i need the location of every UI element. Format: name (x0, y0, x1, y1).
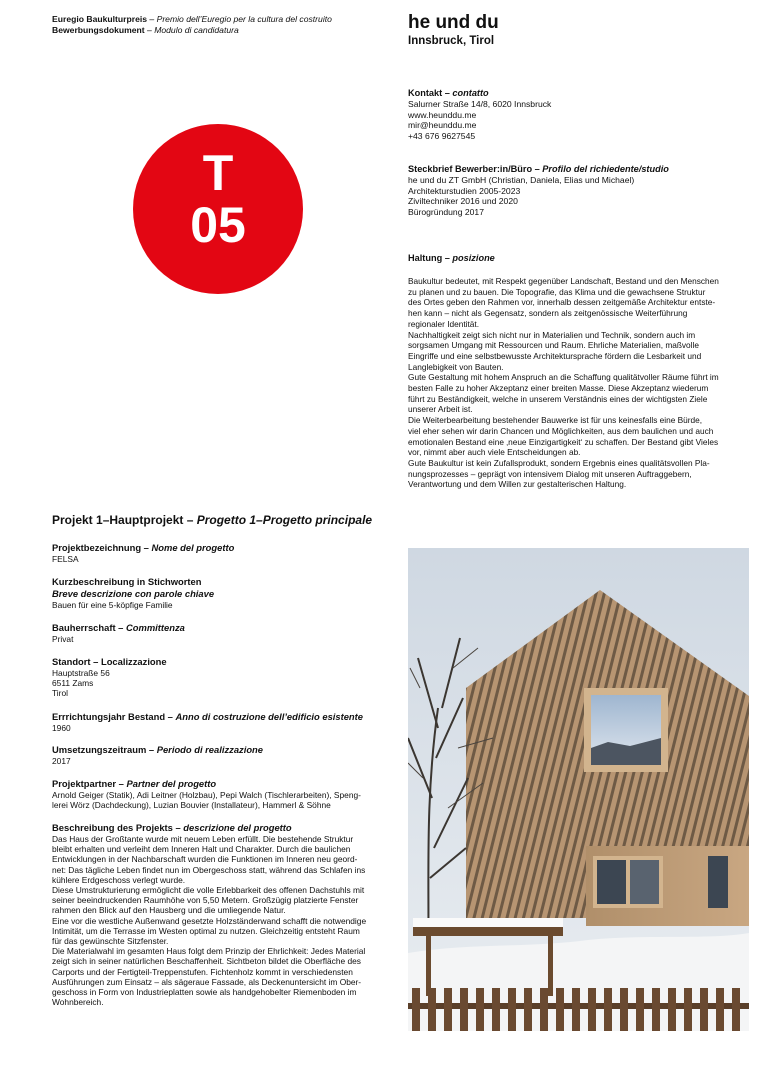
award-title: Euregio Baukulturpreis (52, 14, 148, 24)
field-description: Beschreibung des Projekts – descrizione del progetto Das Haus der Großtante wurde mit neuem Leben erfüllt. Die bestehende Struktur bleibt erhalten und verleiht dem Inneren Halt und Charakter. Durch die baulichen Entwicklungen in der Nachbarschaft wurden die Funktionen im Inneren neu geord- net: Das tägliche Leben findet nun im Obergeschoss statt, während das Schlafen ins kühlere Erdgeschoss verlegt wurde. Diese Umstrukturierung ermöglicht die volle Erlebbarkeit des offenen Dachstuhls mit seiner beeindruckenden Raumhöhe von 5,50 Metern. Großzügig platzierte Fenster rahmen den Blick auf den Hausberg und die umliegende Natur. Eine vor die westliche Außenwand gesetzte Holzständerwand schafft die notwendige Intimität, um die Terrasse im Westen optimal zu nutzen. Gleichzeitig entsteht Raum für das gewünschte Sitzfenster. Die Materialwahl im gesamten Haus folgt dem Prinzip der Ehrlichkeit: Jedes Material zeigt sich in seiner natürlichen Beschaffenheit. Sichtbeton bildet die Oberfläche des Carports und der Fertigteil-Treppenstufen. Fichtenholz kommt in verschiedensten Ausführungen zum Einsatz – als sägeraue Fassade, als Deckenuntersicht im Ober- geschoss in Form von Industrieplatten sowie als handgehobelter Riemenboden im Wohnbereich. (52, 822, 367, 1008)
attitude-text (408, 276, 753, 490)
profile-heading: Steckbrief Bewerber:in/Büro – Profilo del richiedente/studio (408, 164, 669, 174)
contact-web[interactable]: www.heunddu.me (408, 109, 477, 120)
field-project-name: Projektbezeichnung – Nome del progetto FELSA (52, 542, 235, 564)
field-realization-period: Umsetzungszeitraum – Periodo di realizzazione 2017 (52, 744, 263, 766)
document-type: Bewerbungsdokument (52, 25, 145, 35)
field-client: Bauherrschaft – Committenza Privat (52, 622, 185, 644)
contact-email[interactable]: mir@heunddu.me (408, 120, 477, 130)
field-construction-year: Errrichtungsjahr Bestand – Anno di costruzione dell’edificio esistente 1960 (52, 711, 363, 733)
attitude-line: regionaler Identität. (408, 318, 480, 329)
attitude-line: Langlebigkeit von Bauten. (408, 361, 504, 372)
firm-location: Innsbruck, Tirol (408, 35, 495, 47)
attitude-line: Nachhaltigkeit zeigt sich nicht nur in Materialien und Technik, sondern auch im (408, 329, 696, 340)
attitude-line: unserer Arbeit ist. (408, 404, 473, 415)
attitude-line: besten Falle zu hoher Akzeptanz einer breiten Masse. Diese Akzeptanz wiederum (408, 383, 709, 394)
attitude-line: vor, nimmt aber auch viele Entscheidungen ab. (408, 447, 581, 458)
profile-line: Bürogründung 2017 (408, 206, 484, 217)
contact-phone: +43 676 9627545 (408, 130, 476, 141)
profile-block (408, 164, 753, 217)
attitude-line: Verantwortung und dem Willen zur gestalterischen Haltung. (408, 479, 627, 490)
field-short-description: Kurzbeschreibung in Stichworten Breve descrizione con parole chiave Bauen für eine 5-köpfige Familie (52, 576, 215, 610)
attitude-line: Eingriffe und eine selbstbewusste Architektursprache fördern die Lesbarkeit und (408, 350, 702, 361)
attitude-line: Gute Baukultur ist kein Zufallsprodukt, sondern Ergebnis eines qualitätsvollen Pla- (408, 457, 710, 468)
profile-line: Architekturstudien 2005-2023 (408, 185, 521, 196)
project-photo (408, 548, 749, 1031)
entry-badge (133, 124, 303, 294)
badge-letter: T (202, 145, 234, 201)
field-partners: Projektpartner – Partner del progetto Arnold Geiger (Statik), Adi Leitner (Holzbau), Pepi Walch (Tischlerarbeiten), Speng- lerei Wörz (Dachdeckung), Luzian Bouvier (Installateur), Hammerl & Söhne (52, 778, 361, 811)
contact-heading: Kontakt – contatto (408, 88, 489, 98)
profile-line: he und du ZT GmbH (Christian, Daniela, Elias und Michael) (408, 175, 635, 185)
attitude-line: Gute Gestaltung mit hohem Anspruch an die Schaffung qualitätvoller Räume führt im (408, 372, 719, 383)
attitude-line: hen kann – nicht als Gegensatz, sondern als zeitgenössische Weiterführung (408, 308, 688, 319)
field-location: Standort – Localizzazione Hauptstraße 56 6511 Zams Tirol (52, 656, 167, 699)
profile-line: Ziviltechniker 2016 und 2020 (408, 196, 518, 206)
project-title: Projekt 1–Hauptprojekt – Progetto 1–Progetto principale (52, 513, 373, 527)
attitude-line: Die Weiterbearbeitung bestehender Bauwerke ist für uns keinesfalls eine Bürde, (408, 415, 703, 426)
badge-number: 05 (190, 197, 246, 253)
attitude-line: Baukultur bedeutet, mit Respekt gegenüber Landschaft, Bestand und den Menschen (408, 276, 719, 286)
firm-name: he und du (408, 12, 499, 33)
attitude-heading: Haltung – posizione (408, 253, 495, 263)
attitude-line: zu planen und zu bauen. Die Topografie, das Klima und die gewachsene Struktur (408, 286, 706, 297)
attitude-line: sorgsamen Umgang mit Ressourcen und Raum. Ehrliche Materialien, maßvolle (408, 340, 699, 351)
attitude-line: nungsprozesses – geprägt von intensivem Dialog mit unseren Auftraggebern, (408, 468, 692, 479)
contact-block (408, 88, 753, 141)
document-header (52, 14, 392, 36)
award-title-italian: – Premio dell’Euregio per la cultura del costruito (147, 14, 332, 24)
attitude-line: viel eher sehen wir darin Chancen und Möglichkeiten, aus dem baulichen und auch (408, 425, 714, 436)
attitude-line: des Ortes geben den Rahmen vor, innerhalb dessen zeitgemäße Architektur entste- (408, 297, 716, 308)
firm-header (408, 12, 499, 48)
document-type-italian: – Modulo di candidatura (144, 25, 239, 35)
attitude-line: führt zu Beständigkeit, welche in unserem Verständnis eines der wichtigsten Ziele (408, 393, 708, 404)
contact-address: Salurner Straße 14/8, 6020 Innsbruck (408, 99, 552, 109)
attitude-line: emotionalen Bestand eine ‚neue Einzigartigkeit‘ zu schaffen. Der Bestand gibt Vieles (408, 436, 719, 447)
